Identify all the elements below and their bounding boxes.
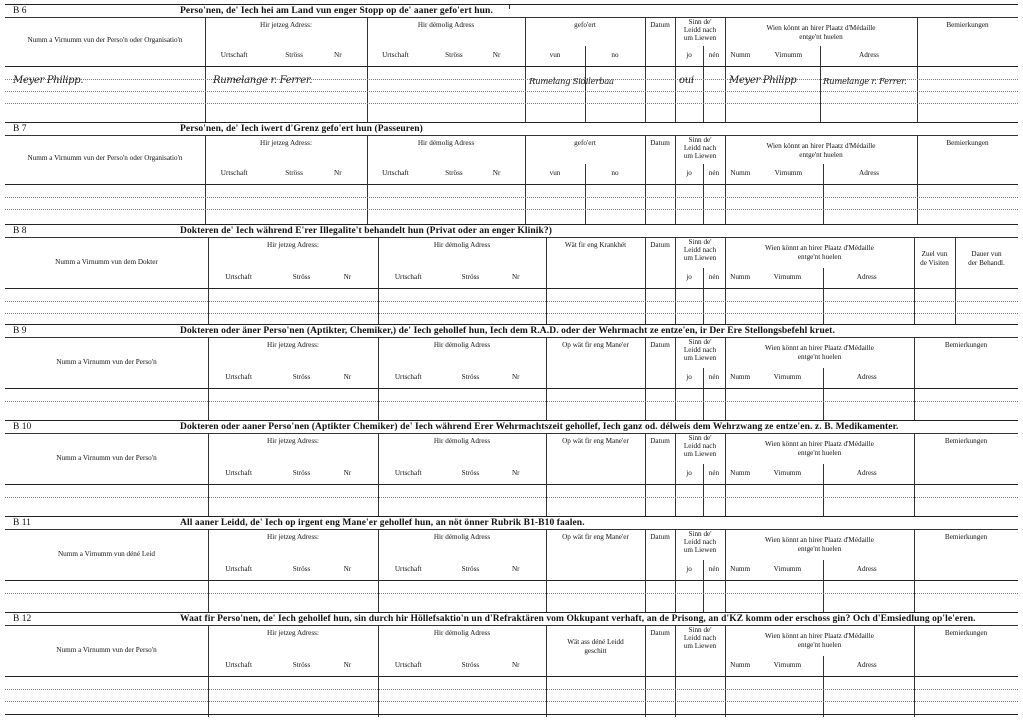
section-b8 — [5, 224, 1018, 324]
town-subheader: Urtschaft — [220, 51, 248, 59]
still-alive-header: Leidd nach — [683, 538, 717, 546]
section-title: Dokteren oder äner Perso'nen (Aptikter, Chemiker,) de' Iech gehollef hun, Iech dem R.A.D. oder der Wehrmacht ze entze'en, ir Der Ere Stellongsbefehl kruet. — [180, 326, 835, 336]
town-subheader: Urtschaft — [382, 169, 409, 177]
medal-recipient-header: Wien könnt an hirer Plaatz d'Médaille — [765, 632, 874, 640]
column-divider — [725, 67, 726, 123]
witness-address-subheader: Adress — [859, 51, 879, 59]
third-column-header: Op wät fir eng Mane'er — [562, 341, 629, 349]
section-id: B 10 — [13, 422, 32, 432]
medal-recipient-header: entge'nt huelen — [799, 151, 843, 159]
section-header — [5, 337, 1018, 389]
to-subheader: no — [611, 51, 619, 59]
column-divider — [675, 185, 676, 225]
date-header: Datum — [650, 437, 670, 445]
yes-subheader: jo — [686, 273, 692, 281]
street-subheader: Ströss — [285, 169, 303, 177]
column-divider — [645, 677, 646, 717]
date-header: Datum — [650, 629, 670, 637]
witness-address-subheader: Adress — [859, 169, 879, 177]
yes-no-divider — [703, 185, 704, 225]
former-address-header: Hir démolig Adress — [417, 139, 475, 147]
witness-address-subheader: Adress — [856, 469, 877, 477]
number-subheader: Nr — [511, 661, 520, 669]
still-alive-header: um Liewen — [683, 254, 717, 262]
column-divider — [208, 485, 209, 517]
medal-recipient-header: entge'nt huelen — [797, 641, 842, 649]
former-address-header: Hir démolig Adress — [417, 21, 475, 29]
column-divider — [675, 677, 676, 717]
number-subheader: Nr — [343, 373, 352, 381]
street-subheader: Ströss — [292, 273, 311, 281]
remarks-header: Bemierkungen — [944, 437, 988, 445]
section-id: B 6 — [13, 6, 27, 16]
medal-recipient-header: Wien könnt an hirer Plaatz d'Médaille — [765, 244, 874, 252]
section-header — [5, 625, 1018, 677]
yes-no-divider — [703, 485, 704, 517]
section-b6 — [5, 4, 1018, 122]
entry-line — [5, 301, 1018, 302]
still-alive-header: Sinn de' — [688, 238, 712, 246]
witness-firstname-subheader: Virnumm — [773, 373, 802, 381]
third-column-header: Op wät fir eng Mane'er — [562, 533, 629, 541]
witness-firstname-subheader: Virnumm — [773, 469, 802, 477]
yes-no-divider — [703, 581, 704, 613]
date-header: Datum — [650, 139, 670, 147]
witness-divider — [823, 485, 824, 517]
medal-recipient-header: Wien könnt an hirer Plaatz d'Médaille — [765, 440, 874, 448]
street-subheader: Ströss — [292, 373, 311, 381]
section-id: B 7 — [13, 124, 27, 134]
still-alive-header: Leidd nach — [683, 144, 717, 152]
column-divider — [645, 289, 646, 325]
current-address-header: Hir jetzeg Adress: — [267, 241, 319, 249]
data-rows[interactable] — [5, 67, 1018, 123]
section-b12 — [5, 612, 1018, 716]
name-column-header: Numm a Virnumm vun dem Dokter — [55, 258, 158, 266]
column-divider — [675, 289, 676, 325]
former-address-header: Hir démolig Adress — [433, 533, 491, 541]
date-header: Datum — [650, 341, 670, 349]
still-alive-header: Sinn de' — [688, 434, 712, 442]
data-rows[interactable] — [5, 389, 1018, 421]
column-divider — [675, 581, 676, 613]
still-alive-header: Leidd nach — [683, 442, 717, 450]
column-divider — [725, 485, 726, 517]
date-header: Datum — [650, 21, 670, 29]
still-alive-header: um Liewen — [683, 642, 717, 650]
witness-divider — [820, 46, 821, 68]
treatment-duration-header: der Behandl. — [968, 259, 1005, 267]
witness-address-subheader: Adress — [856, 273, 877, 281]
visits-count-header: Zuel vun — [921, 250, 948, 258]
witness-divider — [823, 677, 824, 717]
no-subheader: nén — [708, 51, 720, 59]
street-subheader: Ströss — [461, 661, 480, 669]
name-column-header: Numm a Virnumm vun der Perso'n — [56, 358, 157, 366]
section-header — [5, 237, 1018, 289]
section-b11 — [5, 516, 1018, 612]
still-alive-header: Leidd nach — [683, 346, 717, 354]
town-subheader: Urtschaft — [220, 169, 248, 177]
street-subheader: Ströss — [292, 469, 311, 477]
street-subheader: Ströss — [292, 661, 311, 669]
witness-divider — [823, 464, 824, 486]
town-subheader: Urtschaft — [394, 273, 422, 281]
number-subheader: Nr — [511, 469, 520, 477]
entry-line — [5, 209, 1018, 210]
column-divider — [546, 677, 547, 717]
what-happened-header-line2: geschitt — [584, 647, 607, 655]
entry-line — [5, 593, 1018, 594]
current-address-header: Hir jetzeg Adress: — [267, 341, 319, 349]
town-subheader: Urtschaft — [394, 565, 422, 573]
street-subheader: Ströss — [292, 565, 311, 573]
witness-divider — [820, 67, 821, 123]
witness-name-subheader: Numm — [730, 273, 751, 281]
column-divider — [208, 289, 209, 325]
witness-divider — [823, 368, 824, 390]
handwritten-current-address: Rumelange r. Ferrer. — [213, 75, 313, 86]
medal-recipient-header: entge'nt huelen — [797, 253, 842, 261]
column-divider — [725, 389, 726, 421]
entry-line — [5, 701, 1018, 702]
street-subheader: Ströss — [461, 565, 480, 573]
section-b10 — [5, 420, 1018, 516]
treatment-duration-header: Dauer vun — [971, 250, 1002, 258]
column-divider — [208, 389, 209, 421]
entry-line — [5, 401, 1018, 402]
section-id: B 8 — [13, 226, 27, 236]
data-rows[interactable] — [5, 677, 1018, 717]
column-divider — [367, 67, 368, 123]
witness-firstname-subheader: Virnumm — [774, 51, 803, 59]
former-address-header: Hir démolig Adress — [433, 241, 491, 249]
witness-firstname-subheader: Virnumm — [773, 273, 802, 281]
still-alive-header: Leidd nach — [683, 246, 717, 254]
column-divider — [725, 581, 726, 613]
to-subheader: no — [611, 169, 619, 177]
yes-no-divider — [703, 389, 704, 421]
data-rows[interactable] — [5, 485, 1018, 517]
current-address-header: Hir jetzeg Adress: — [267, 629, 319, 637]
still-alive-header: Leidd nach — [683, 634, 717, 642]
entry-line — [5, 197, 1018, 198]
street-subheader: Ströss — [285, 51, 303, 59]
column-divider — [208, 677, 209, 717]
section-header — [5, 135, 1018, 185]
column-divider — [725, 677, 726, 717]
still-alive-header: um Liewen — [683, 152, 717, 160]
witness-divider — [823, 164, 824, 186]
from-to-divider — [585, 67, 586, 123]
yes-subheader: jo — [686, 469, 692, 477]
data-rows[interactable] — [5, 185, 1018, 225]
column-divider — [546, 581, 547, 613]
third-column-header: Wät fir eng Krankhét — [564, 241, 627, 249]
number-subheader: Nr — [334, 51, 342, 59]
section-title: Waat fir Perso'nen, de' Iech gehollef hun, sin durch hir Höllefsaktio'n un d'Refraktären vom Okkupant verhaft, an de Prisong, an d'KZ komm oder erschoss gin? Och d'Emsiedlung op'le'eren. — [180, 614, 976, 624]
no-subheader: nén — [708, 169, 720, 177]
handwritten-yes: oui — [679, 75, 694, 86]
date-header: Datum — [650, 533, 670, 541]
visits-count-header: de Visiten — [920, 259, 949, 267]
section-id: B 11 — [13, 518, 31, 528]
third-column-header: gefo'ert — [574, 21, 596, 29]
name-column-header: Numm a Virnumm vun der Perso'n — [56, 454, 157, 462]
yes-no-divider — [703, 67, 704, 123]
column-divider — [208, 581, 209, 613]
witness-name-subheader: Numm — [730, 169, 751, 177]
town-subheader: Urtschaft — [225, 469, 252, 477]
name-column-header: Numm a Virnumm vun déné Leid — [57, 550, 156, 558]
remarks-header: Bemierkungen — [946, 21, 989, 29]
witness-divider — [823, 268, 824, 290]
remarks-header: Bemierkungen — [944, 341, 988, 349]
witness-name-subheader: Numm — [730, 469, 751, 477]
still-alive-header: Sinn de' — [688, 18, 712, 26]
current-address-header: Hir jetzeg Adress: — [260, 139, 312, 147]
town-subheader: Urtschaft — [394, 373, 422, 381]
name-column-header: Numm a Virnumm vun der Perso'n oder Organisatio'n — [27, 154, 183, 162]
number-subheader: Nr — [492, 169, 501, 177]
number-subheader: Nr — [511, 373, 520, 381]
section-b9 — [5, 324, 1018, 420]
number-subheader: Nr — [343, 469, 352, 477]
remarks-header: Bemierkungen — [944, 533, 988, 541]
witness-name-subheader: Numm — [730, 373, 751, 381]
still-alive-header: um Liewen — [683, 354, 717, 362]
former-address-header: Hir démolig Adress — [433, 341, 491, 349]
medal-recipient-header: entge'nt huelen — [799, 33, 843, 41]
witness-name-subheader: Numm — [730, 51, 751, 59]
column-divider — [546, 485, 547, 517]
witness-address-subheader: Adress — [856, 565, 877, 573]
column-divider — [378, 677, 379, 717]
witness-divider — [823, 289, 824, 325]
still-alive-header: Sinn de' — [688, 338, 712, 346]
witness-firstname-subheader: Virnumm — [773, 661, 802, 669]
witness-firstname-subheader: Virnumm — [773, 565, 802, 573]
still-alive-header: Sinn de' — [688, 626, 712, 634]
what-happened-header-line1: Wät ass déné Leidd — [567, 638, 624, 646]
name-column-header: Numm a Virnumm vun der Perso'n oder Organisatio'n — [27, 36, 183, 44]
yes-no-divider — [703, 289, 704, 325]
column-divider — [378, 289, 379, 325]
section-header — [5, 17, 1018, 67]
column-divider — [205, 67, 206, 123]
section-title: Dokteren oder aaner Perso'nen (Aptikter Chemiker) de' Iech während Erer Wehrmachtszeit gehollef, Iech ganz od. délweis dem Wehrzwang ze entze'en. z. B. Medikamenter. — [180, 422, 899, 432]
street-subheader: Ströss — [445, 169, 463, 177]
remarks-header: Bemierkungen — [946, 139, 989, 147]
no-subheader: nén — [708, 565, 720, 573]
column-divider — [914, 677, 915, 717]
column-divider — [546, 289, 547, 325]
street-subheader: Ströss — [461, 373, 480, 381]
witness-firstname-subheader: Virnumm — [774, 169, 803, 177]
handwritten-from-to: Rumelang Sidilerbaa — [529, 77, 614, 87]
medal-recipient-header: Wien könnt an hirer Plaatz d'Médaille — [765, 536, 874, 544]
number-subheader: Nr — [334, 169, 342, 177]
section-header — [5, 433, 1018, 485]
number-subheader: Nr — [343, 565, 352, 573]
column-divider — [914, 289, 915, 325]
date-header: Datum — [650, 241, 670, 249]
form-page — [5, 4, 1018, 716]
entry-line — [5, 91, 1018, 92]
handwritten-name: Meyer Philipp. — [13, 75, 84, 86]
entry-line — [5, 103, 1018, 104]
town-subheader: Urtschaft — [225, 661, 252, 669]
section-b7 — [5, 122, 1018, 224]
no-subheader: nén — [708, 273, 720, 281]
street-subheader: Ströss — [461, 273, 480, 281]
current-address-header: Hir jetzeg Adress: — [267, 437, 319, 445]
name-column-header: Numm a Virnumm vun der Perso'n — [56, 646, 157, 654]
town-subheader: Urtschaft — [382, 51, 409, 59]
still-alive-header: um Liewen — [683, 34, 717, 42]
witness-divider — [823, 656, 824, 678]
medal-recipient-header: entge'nt huelen — [797, 353, 842, 361]
from-to-divider — [585, 185, 586, 225]
third-column-header: Op wät fir eng Mane'er — [562, 437, 629, 445]
section-id: B 9 — [13, 326, 27, 336]
current-address-header: Hir jetzeg Adress: — [267, 533, 319, 541]
entry-line — [5, 689, 1018, 690]
section-title: Dokteren de' Iech während E'rer Illegalite't behandelt hun (Privat oder an enger Klinik?) — [180, 226, 553, 236]
column-divider — [645, 389, 646, 421]
column-divider — [955, 289, 956, 325]
former-address-header: Hir démolig Adress — [433, 629, 491, 637]
medal-recipient-header: entge'nt huelen — [797, 545, 842, 553]
column-divider — [914, 485, 915, 517]
yes-subheader: jo — [686, 565, 692, 573]
no-subheader: nén — [708, 373, 720, 381]
column-divider — [645, 67, 646, 123]
column-divider — [378, 581, 379, 613]
current-address-header: Hir jetzeg Adress: — [260, 21, 312, 29]
column-divider — [914, 581, 915, 613]
number-subheader: Nr — [511, 273, 520, 281]
section-title: All aaner Leidd, de' Iech op irgent eng Mane'er gehollef hun, an nöt önner Rubrik B1-B10 faalen. — [180, 518, 585, 528]
column-divider — [645, 485, 646, 517]
witness-address-subheader: Adress — [856, 373, 877, 381]
remarks-header: Bemierkungen — [944, 629, 988, 637]
still-alive-header: Leidd nach — [683, 26, 717, 34]
column-divider — [675, 67, 676, 123]
column-divider — [675, 485, 676, 517]
column-divider — [725, 185, 726, 225]
former-address-header: Hir démolig Adress — [433, 437, 491, 445]
entry-line — [5, 313, 1018, 314]
entry-line — [5, 497, 1018, 498]
data-rows[interactable] — [5, 581, 1018, 613]
number-subheader: Nr — [343, 661, 352, 669]
column-divider — [675, 389, 676, 421]
column-divider — [645, 185, 646, 225]
form-bottom-border — [5, 714, 1018, 715]
section-title: Perso'nen, de' Iech hei am Land vun enger Stopp op de' aaner gefo'ert hun. — [180, 6, 493, 16]
column-divider — [525, 67, 526, 123]
town-subheader: Urtschaft — [225, 565, 252, 573]
column-divider — [525, 185, 526, 225]
medal-recipient-header: entge'nt huelen — [797, 449, 842, 457]
still-alive-header: um Liewen — [683, 546, 717, 554]
town-subheader: Urtschaft — [225, 273, 252, 281]
street-subheader: Ströss — [461, 469, 480, 477]
witness-divider — [823, 389, 824, 421]
witness-divider — [823, 560, 824, 582]
yes-subheader: jo — [686, 373, 692, 381]
column-divider — [914, 389, 915, 421]
column-divider — [378, 389, 379, 421]
witness-name-subheader: Numm — [730, 661, 751, 669]
still-alive-header: Sinn de' — [688, 530, 712, 538]
no-subheader: nén — [708, 469, 720, 477]
section-header — [5, 529, 1018, 581]
medal-recipient-header: Wien könnt an hirer Plaatz d'Médaille — [766, 142, 876, 150]
column-divider — [367, 185, 368, 225]
number-subheader: Nr — [492, 51, 501, 59]
column-divider — [917, 67, 918, 123]
handwritten-witness-address: Rumelange r. Ferrer. — [823, 77, 907, 87]
column-divider — [645, 581, 646, 613]
section-id: B 12 — [13, 614, 32, 624]
column-divider — [917, 185, 918, 225]
medal-recipient-header: Wien könnt an hirer Plaatz d'Médaille — [765, 344, 874, 352]
from-subheader: vun — [549, 169, 561, 177]
witness-address-subheader: Adress — [856, 661, 877, 669]
town-subheader: Urtschaft — [394, 661, 422, 669]
column-divider — [378, 485, 379, 517]
medal-recipient-header: Wien könnt an hirer Plaatz d'Médaille — [766, 24, 876, 32]
data-rows[interactable] — [5, 289, 1018, 325]
yes-subheader: jo — [686, 169, 692, 177]
witness-name-subheader: Numm — [730, 565, 751, 573]
number-subheader: Nr — [511, 565, 520, 573]
column-divider — [546, 389, 547, 421]
still-alive-header: Sinn de' — [688, 136, 712, 144]
still-alive-header: um Liewen — [683, 450, 717, 458]
from-subheader: vun — [549, 51, 561, 59]
witness-divider — [823, 185, 824, 225]
handwritten-witness-name: Meyer Philipp — [729, 75, 797, 86]
third-column-header: gefo'ert — [574, 139, 596, 147]
column-divider — [205, 185, 206, 225]
town-subheader: Urtschaft — [394, 469, 422, 477]
town-subheader: Urtschaft — [225, 373, 252, 381]
number-subheader: Nr — [343, 273, 352, 281]
street-subheader: Ströss — [445, 51, 463, 59]
witness-divider — [823, 581, 824, 613]
section-title: Perso'nen, de' Iech iwert d'Grenz gefo'ert hun (Passeuren) — [180, 124, 423, 134]
column-divider — [725, 289, 726, 325]
yes-subheader: jo — [686, 51, 692, 59]
